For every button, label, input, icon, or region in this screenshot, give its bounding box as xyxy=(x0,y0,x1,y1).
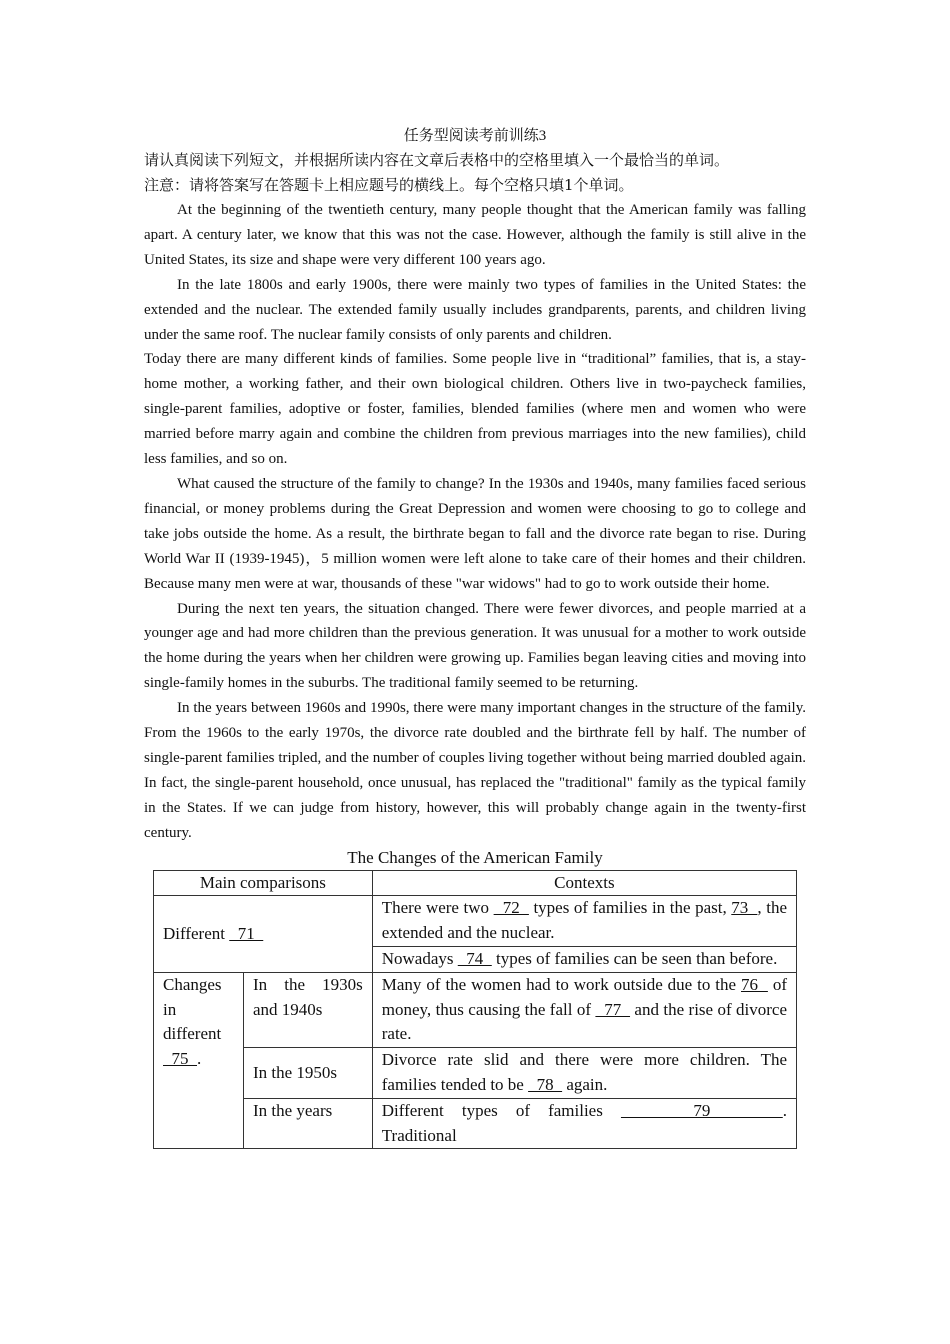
table-caption: The Changes of the American Family xyxy=(347,847,603,867)
context-text: Different types of families xyxy=(381,1100,621,1120)
header-main-comparisons: Main comparisons xyxy=(154,870,373,896)
changes-table xyxy=(153,870,797,1150)
paragraph-2: In the late 1800s and early 1900s, there were mainly two types of families in the United States: the extended and the nuclear. The extended family usually includes grandparents, parents, and children living under the same roof. The nuclear family consists of only parents and children. xyxy=(144,276,806,343)
context-text: types of families can be seen than before. xyxy=(491,948,778,968)
context-cell-74 xyxy=(372,946,796,972)
context-text: again. xyxy=(562,1074,608,1094)
page-title: 任务型阅读考前训练3 xyxy=(403,128,547,144)
blank-79: 79 xyxy=(620,1100,783,1120)
paragraph-4: What caused the structure of the family to change? In the 1930s and 1940s, many families faced serious financial, or money problems during the Great Depression and women were choosing to go to college and take jobs outside the home. As a result, the birthrate began to fall and the divorce rate began to rise. During World War II (1939-1945)，5 million women were left alone to take care of their homes and their children. Because many men were at war, thousands of these "war widows" had to go to work outside their home. xyxy=(144,475,806,592)
table-row xyxy=(154,1098,797,1149)
period-1930s-1940s: In the 1930s and 1940s xyxy=(243,972,372,1047)
context-text: Divorce rate slid and there were more children. The families tended to be xyxy=(381,1050,787,1094)
blank-72: 72 xyxy=(493,898,529,918)
paragraph-6: In the years between 1960s and 1990s, there were many important changes in the structure of the family. From the 1960s to the early 1970s, the divorce rate doubled and the birthrate fell by half. The number of single-parent families tripled, and the number of couples living together without being married doubled again. In fact, the single-parent household, once unusual, has replaced the "traditional" family as the typical family in the States. If we can judge from history, however, this will probably change again in the twenty-first century. xyxy=(144,700,806,841)
changes-label: Changes in different xyxy=(163,974,222,1044)
context-text: Nowadays xyxy=(381,948,458,968)
blank-76: 76 xyxy=(741,974,768,994)
blank-71: 71 xyxy=(229,923,264,943)
context-text: types of families in the past, xyxy=(528,898,732,918)
paragraph-1: At the beginning of the twentieth century, many people thought that the American family was falling apart. A century later, we know that this was not the case. However, although the family is still alive in the United States, its size and shape were very different 100 years ago. xyxy=(144,202,806,268)
table-row xyxy=(154,896,797,947)
changes-cell xyxy=(154,972,244,1149)
blank-74: 74 xyxy=(457,948,492,968)
different-label: Different xyxy=(163,923,225,943)
context-text: Many of the women had to work outside due to the xyxy=(381,974,742,994)
changes-period: . xyxy=(197,1049,202,1069)
blank-77: 77 xyxy=(595,999,631,1019)
context-cell-79 xyxy=(372,1098,796,1149)
instruction-line-2: 注意：请将答案写在答题卡上相应题号的横线上。每个空格只填1个单词。 xyxy=(144,176,634,194)
worksheet-page xyxy=(144,124,806,1149)
blank-75: 75 xyxy=(163,1049,197,1069)
period-1950s: In the 1950s xyxy=(243,1048,372,1099)
table-row xyxy=(154,972,797,1047)
context-text: and the rise of divorce rate. xyxy=(381,999,788,1044)
header-contexts: Contexts xyxy=(372,870,796,896)
blank-78: 78 xyxy=(528,1074,563,1094)
context-cell-76-77 xyxy=(372,972,796,1047)
context-text: , the extended and the nuclear. xyxy=(381,898,788,943)
different-cell xyxy=(154,896,373,972)
context-text: of money, thus causing the fall of xyxy=(381,974,787,1019)
instruction-line-1: 请认真阅读下列短文，并根据所读内容在文章后表格中的空格里填入一个最恰当的单词。 xyxy=(144,151,730,169)
table-header-row xyxy=(154,870,797,896)
blank-73: 73 xyxy=(731,898,758,918)
context-text: There were two xyxy=(381,898,494,918)
period-years: In the years xyxy=(243,1098,372,1149)
context-cell-78 xyxy=(372,1048,796,1099)
paragraph-3: Today there are many different kinds of families. Some people live in “traditional” families, that is, a stay-home mother, a working father, and their own biological children. Others live in two-paycheck families, single-parent families, adoptive or foster, families, blended families (where men and women who were married before marry again and combine the children from previous marriages into the new families), child less families, and so on. xyxy=(144,351,806,468)
paragraph-5: During the next ten years, the situation changed. There were fewer divorces, and people married at a younger age and had more children than the previous generation. It was unusual for a mother to work outside the home during the years when her children were growing up. Families began leaving cities and moving into single-family homes in the suburbs. The traditional family seemed to be returning. xyxy=(144,600,806,692)
context-text: . Traditional xyxy=(381,1100,788,1145)
table-row xyxy=(154,1048,797,1099)
context-cell-72-73 xyxy=(372,896,796,947)
